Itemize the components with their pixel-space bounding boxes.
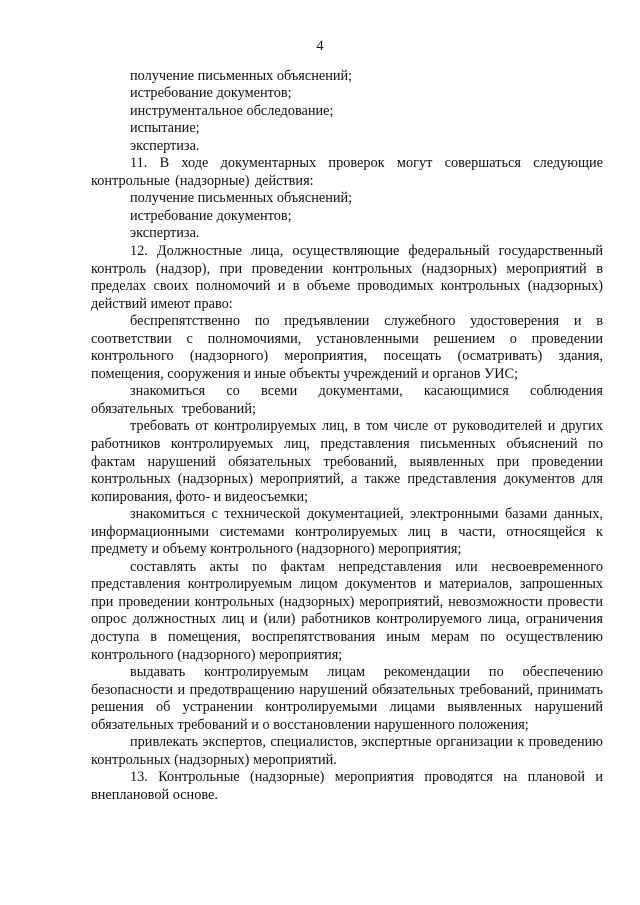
list-item-expertise: экспертиза. xyxy=(130,137,200,154)
list-item-testing: испытание; xyxy=(130,120,200,137)
document-body xyxy=(91,68,603,805)
list-item-document-request: истребование документов; xyxy=(130,85,292,102)
clause-11-item-written-explanations: получение письменных объяснений; xyxy=(130,190,353,207)
clause-12-right-recommendations: выдавать контролируемым лицам рекомендации по обеспечению безопасности и предотвращению нарушений обязательных требований, принимать решения об устранении контролируемыми лицами выявленных нарушений обязательных требований и о восстановлении нарушенного положения; xyxy=(91,664,603,733)
clause-12-right-technical-documentation: знакомиться с технической документацией, электронными базами данных, информационными системами контролируемых лиц в части, относящейся к предмету и объему контрольного (надзорного) мероприятия; xyxy=(91,506,603,558)
clause-12: 12. Должностные лица, осуществляющие федеральный государственный контроль (надзор), при проведении контрольных (надзорных) мероприятий в пределах своих полномочий и в объеме проводимых контрольных (надзорных) действий имеют право: xyxy=(91,242,603,312)
list-item-written-explanations: получение письменных объяснений; xyxy=(130,67,353,84)
clause-12-right-demand-explanations: требовать от контролируемых лиц, в том числе от руководителей и других работников контролируемых лиц, представления письменных объяснений по фактам нарушений обязательных требований, выявленных при проведении контрольных (надзорных) мероприятий, а также представления документов для копирования, фото- и видеосъемки; xyxy=(91,418,603,505)
page-number: 4 xyxy=(316,38,324,54)
clause-13: 13. Контрольные (надзорные) мероприятия проводятся на плановой и внеплановой основе. xyxy=(91,769,603,803)
clause-12-right-involve-experts: привлекать экспертов, специалистов, экспертные организации к проведению контрольных (надзорных) мероприятий. xyxy=(91,734,603,768)
clause-11-item-document-request: истребование документов; xyxy=(130,207,292,224)
clause-12-right-draw-up-acts: составлять акты по фактам непредставления или несвоевременного представления контролируемым лицом документов и материалов, запрошенных при проведении контрольных (надзорных) мероприятий, невозможности провести опрос должностных лиц и (или) работников контролируемого лица, ограничения доступа в помещения, воспрепятствования иным мерам по осуществлению контрольного (надзорного) мероприятия; xyxy=(91,558,603,663)
clause-11-item-expertise: экспертиза. xyxy=(130,225,200,242)
clause-12-right-access: беспрепятственно по предъявлении служебного удостоверения и в соответствии с полномочиями, установленными решением о проведении контрольного (надзорного) мероприятия, посещать (осматривать) здания, помещения, сооружения и иные объекты учреждений и органов УИС; xyxy=(91,313,603,382)
clause-11: 11. В ходе документарных проверок могут совершаться следующие контрольные (надзорные) действия: xyxy=(91,155,603,189)
list-item-instrumental-inspection: инструментальное обследование; xyxy=(130,102,334,119)
clause-12-right-review-documents: знакомиться со всеми документами, касающимися соблюдения обязательных требований; xyxy=(91,383,603,417)
